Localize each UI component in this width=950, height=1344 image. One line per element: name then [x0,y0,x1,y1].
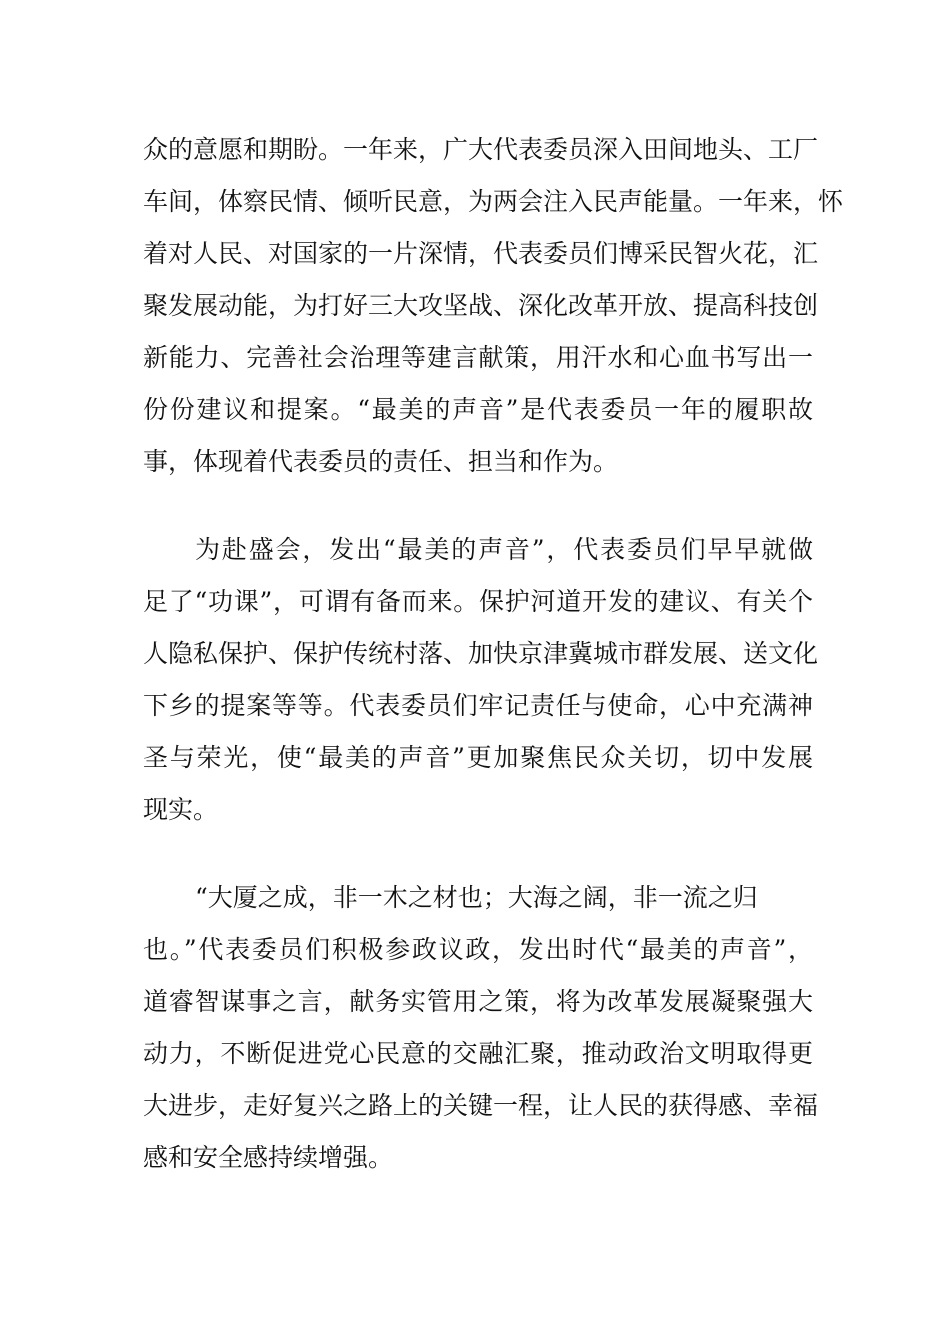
paragraph-3 [143,872,819,1184]
text-line: 事，体现着代表委员的责任、担当和作为。 [143,447,619,476]
text-line: 感和安全感持续增强。 [143,1143,394,1172]
text-line: 为赴盛会，发出“最美的声音”，代表委员们早早就做 [195,535,813,564]
text-line: 也。”代表委员们积极参政议政，发出时代“最美的声音”， [143,935,813,964]
text-line: 新能力、完善社会治理等建言献策，用汗水和心血书写出一 [143,343,813,372]
text-line: “大厦之成，非一木之材也；大海之阔，非一流之归 [195,883,758,912]
text-line: 现实。 [143,795,219,824]
text-line: 道睿智谋事之言，献务实管用之策，将为改革发展凝聚强大 [143,987,813,1016]
text-line: 动力，不断促进党心民意的交融汇聚，推动政治文明取得更 [143,1039,813,1068]
text-line: 份份建议和提案。“最美的声音”是代表委员一年的履职故 [143,395,813,424]
text-line: 足了“功课”，可谓有备而来。保护河道开发的建议、有关个 [143,587,813,616]
text-line: 车间，体察民情、倾听民意，为两会注入民声能量。一年来，怀 [143,187,844,216]
text-line: 人隐私保护、保护传统村落、加快京津冀城市群发展、送文化 [143,639,819,668]
text-line: 下乡的提案等等。代表委员们牢记责任与使命，心中充满神 [143,691,813,720]
text-line: 着对人民、对国家的一片深情，代表委员们博采民智火花，汇 [143,239,819,268]
text-line: 众的意愿和期盼。一年来，广大代表委员深入田间地头、工厂 [143,135,819,164]
paragraph-2 [143,524,819,836]
paragraph-1 [143,124,844,488]
text-line: 聚发展动能，为打好三大攻坚战、深化改革开放、提高科技创 [143,291,819,320]
text-line: 圣与荣光，使“最美的声音”更加聚焦民众关切，切中发展 [143,743,813,772]
text-line: 大进步，走好复兴之路上的关键一程，让人民的获得感、幸福 [143,1091,819,1120]
